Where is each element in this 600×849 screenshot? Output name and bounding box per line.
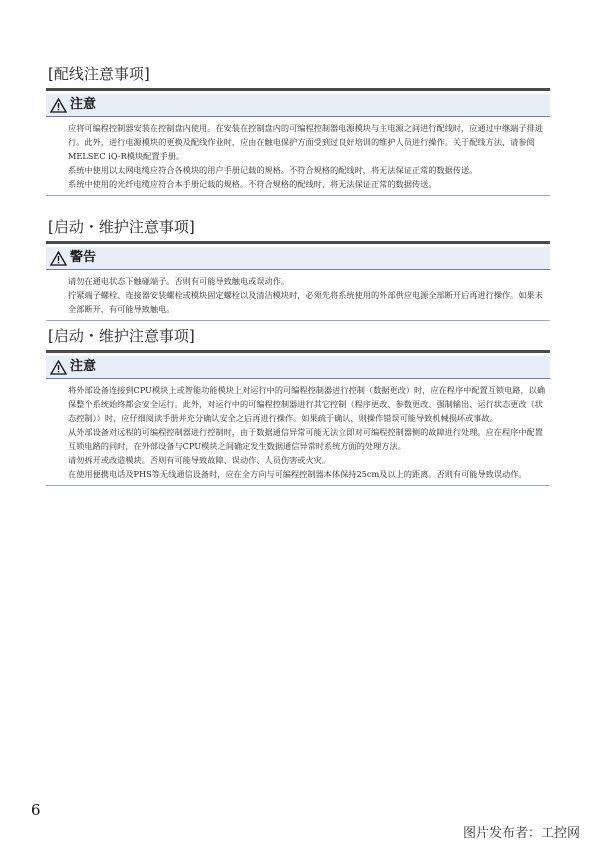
paragraph: 系统中使用的光纤电缆应符合本手册记载的规格。不符合规格的配线时，将无法保证正常的数据传送。 [68, 179, 437, 189]
paragraph: 请勿拆开或改造模块。否则有可能导致故障、误动作、人员伤害或火灾。 [68, 455, 331, 465]
paragraph: 将外部设备连接到CPU模块上或智能功能模块上对运行中的可编程控制器进行控制（数据更改）时，应在程序中配置互锁电路，以确保整个系统始终都会安全运行。此外，对运行中的可编程控制器进行其它控制（程序更改、参数更改、强制输出、运行状态更改（状态控制））时，应仔细阅读手册并充分确认安全之后再进行操作。如果疏于确认，则操作错误可能导致机械损坏或事故。 [68, 385, 546, 423]
warning-label: 警告 [70, 250, 97, 265]
paragraph: 应将可编程控制器安装在控制盘内使用。在安装在控制盘内的可编程控制器电源模块与主电源之间进行配线时，应通过中继端子排进行。此外，进行电源模块的更换及配线作业时，应由在触电保护方面受到过良好培训的维护人员进行操作。关于配线方法，请参阅MELSEC iQ-R模块配置手册。 [68, 123, 543, 161]
warning-triangle-icon [50, 98, 67, 113]
warning-header [46, 247, 550, 270]
paragraph: 拧紧端子螺栓、连接器安装螺栓或模块固定螺栓以及清洁模块时，必须先将系统使用的外部供应电源全部断开后再进行操作。如果未全部断开，有可能导致触电。 [68, 290, 543, 314]
section-startup-maintenance-warning [46, 217, 550, 321]
section-title-bar [46, 88, 550, 91]
section-title: [配线注意事项] [48, 65, 150, 83]
warning-triangle-icon [50, 251, 67, 266]
paragraph: 从外部设备对远程的可编程控制器进行控制时，由于数据通信异常可能无法立即对可编程控制器侧的故障进行处理。应在程序中配置互锁电路的同时，在外部设备与CPU模块之间确定发生数据通信异常时系统方面的处理方法。 [68, 427, 543, 451]
caution-header [46, 94, 550, 117]
caution-header [46, 356, 550, 379]
paragraph: 在使用便携电话及PHS等无线通信设备时，应在全方向与可编程控制器本体保持25cm及以上的距离。否则有可能导致误动作。 [68, 469, 527, 479]
warning-triangle-icon [50, 360, 67, 375]
warning-box [46, 247, 550, 321]
caution-body [46, 379, 550, 486]
section-wiring-precautions [46, 64, 550, 196]
section-title: [启动・维护注意事项] [48, 327, 195, 345]
caution-label: 注意 [70, 359, 97, 374]
paragraph: 系统中使用以太网电缆应符合各模块的用户手册记载的规格。不符合规格的配线时，将无法保证正常的数据传送。 [68, 165, 478, 175]
caution-box [46, 356, 550, 486]
caution-box [46, 94, 550, 196]
watermark: 图片发布者：工控网 [462, 826, 580, 841]
page-number: 6 [31, 801, 41, 819]
caution-body [46, 117, 550, 196]
paragraph: 请勿在通电状态下触碰端子。否则有可能导致触电或误动作。 [68, 276, 290, 286]
section-startup-maintenance-caution [46, 326, 550, 486]
warning-body [46, 270, 550, 321]
section-title-bar [46, 350, 550, 353]
caution-label: 注意 [70, 97, 97, 112]
section-title-bar [46, 241, 550, 244]
section-title: [启动・维护注意事项] [48, 218, 195, 236]
